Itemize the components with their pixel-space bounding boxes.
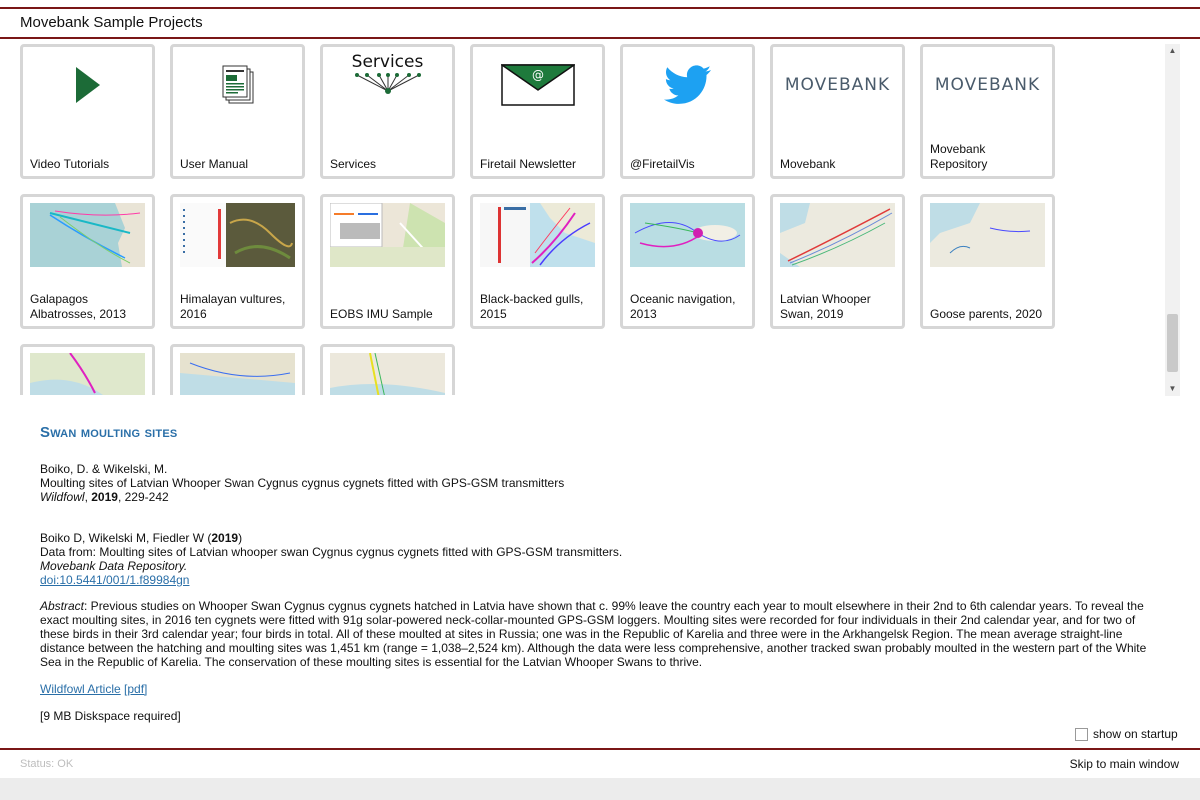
map-thumbnail bbox=[630, 203, 745, 267]
abstract: Abstract: Previous studies on Whooper Swan Cygnus cygnus cygnets hatched in Latvia have shown that c. 99% leave the country each year to moult elsewhere in their 2nd to 6th calendar years. To reveal the exact moulting sites, in 2016 ten cygnets were fitted with 91g solar-powered neck-collar-mounted GPS-GSM loggers. Moulting sites were recorded for four individuals in their 2nd calendar year, and for two of these birds in their 3rd calendar year; four birds in total. All of these moulted at sites in Russia; one was in the Republic of Karelia and three were in the Arkhangelsk Region. The mean average straight-line distance between the hatching and moulting sites was 1,451 km (range = 1,038–2,524 km). Although the data were less comprehensive, another tracked swan probably moulted in the western part of the White Sea in the Republic of Karelia. The conservation of these moulting sites is essential for the Latvian Whooper Swans to thrive. bbox=[40, 599, 1147, 669]
tile-label: Movebank bbox=[780, 157, 836, 171]
tile-label: Black-backed gulls, 2015 bbox=[480, 292, 584, 321]
show-on-startup-label: show on startup bbox=[1093, 727, 1178, 741]
tile-services[interactable] bbox=[320, 44, 455, 179]
map-thumbnail bbox=[180, 353, 295, 395]
map-thumbnail bbox=[780, 203, 895, 267]
footer-bar bbox=[0, 778, 1200, 800]
tile-label: Firetail Newsletter bbox=[480, 157, 577, 171]
tile-label: Goose parents, 2020 bbox=[930, 307, 1043, 321]
map-thumbnail bbox=[330, 203, 445, 267]
project-title: Swan moulting sites bbox=[40, 424, 178, 441]
tile-map-sample[interactable] bbox=[20, 344, 155, 395]
tile-galapagos-albatrosses[interactable] bbox=[20, 194, 155, 329]
tile-movebank-repository[interactable] bbox=[920, 44, 1055, 179]
tile-label: User Manual bbox=[180, 157, 249, 171]
tile-firetail-newsletter[interactable] bbox=[470, 44, 605, 179]
play-icon bbox=[30, 53, 145, 117]
scroll-up-arrow-icon[interactable]: ▲ bbox=[1168, 46, 1177, 55]
sample-projects-gallery bbox=[0, 39, 1182, 395]
bottom-divider bbox=[0, 748, 1200, 750]
map-thumbnail bbox=[180, 203, 295, 267]
svg-text:@: @ bbox=[531, 68, 544, 82]
tile-goose-parents[interactable] bbox=[920, 194, 1055, 329]
tile-label: Movebank Repository bbox=[930, 142, 988, 171]
tile-black-backed-gulls[interactable] bbox=[470, 194, 605, 329]
tile-firetailvis[interactable] bbox=[620, 44, 755, 179]
gallery-scrollbar[interactable] bbox=[1165, 44, 1180, 396]
show-on-startup-checkbox[interactable] bbox=[1075, 728, 1088, 741]
tile-user-manual[interactable] bbox=[170, 44, 305, 179]
scroll-down-arrow-icon[interactable]: ▼ bbox=[1168, 384, 1177, 393]
tile-label: Himalayan vultures, 2016 bbox=[180, 292, 286, 321]
skip-to-main-window-button[interactable]: Skip to main window bbox=[1069, 757, 1179, 771]
map-thumbnail bbox=[930, 203, 1045, 267]
citation-data bbox=[40, 531, 1150, 587]
data-authors: Boiko D, Wikelski M, Fiedler W (2019) bbox=[40, 531, 243, 545]
tile-label: EOBS IMU Sample bbox=[330, 307, 433, 321]
scroll-thumb[interactable] bbox=[1167, 314, 1178, 372]
data-repository: Movebank Data Repository. bbox=[40, 559, 188, 573]
tile-label: @FiretailVis bbox=[630, 157, 695, 171]
movebank-logo: MOVEBANK bbox=[784, 75, 891, 95]
abstract-label: Abstract bbox=[40, 599, 85, 613]
citation-title: Moulting sites of Latvian Whooper Swan Cygnus cygnus cygnets fitted with GPS-GSM transmitters bbox=[40, 476, 565, 490]
tile-map-sample[interactable] bbox=[170, 344, 305, 395]
pdf-link[interactable]: [pdf] bbox=[124, 682, 148, 696]
map-thumbnail bbox=[30, 203, 145, 267]
map-thumbnail bbox=[30, 353, 145, 395]
links bbox=[40, 682, 1150, 696]
movebank-logo: MOVEBANK bbox=[934, 75, 1041, 95]
project-details bbox=[40, 420, 1150, 723]
services-icon: Services bbox=[330, 53, 445, 117]
tile-latvian-whooper-swan[interactable] bbox=[770, 194, 905, 329]
tile-label: Oceanic navigation, 2013 bbox=[630, 292, 736, 321]
tile-label: Video Tutorials bbox=[30, 157, 110, 171]
tile-label: Galapagos Albatrosses, 2013 bbox=[30, 292, 127, 321]
citation-paper bbox=[40, 462, 1150, 504]
status-text: Status: OK bbox=[20, 758, 74, 770]
envelope-icon bbox=[480, 53, 595, 117]
doi-link[interactable]: doi:10.5441/001/1.f89984gn bbox=[40, 573, 190, 587]
tile-eobs-imu-sample[interactable] bbox=[320, 194, 455, 329]
tile-oceanic-navigation[interactable] bbox=[620, 194, 755, 329]
show-on-startup-toggle[interactable] bbox=[1075, 726, 1178, 742]
citation-authors: Boiko, D. & Wikelski, M. bbox=[40, 462, 168, 476]
citation-source: Wildfowl, 2019, 229-242 bbox=[40, 490, 169, 504]
document-icon bbox=[180, 53, 295, 117]
twitter-icon bbox=[630, 53, 745, 117]
data-title: Data from: Moulting sites of Latvian whooper swan Cygnus cygnus cygnets fitted with GPS-GSM transmitters. bbox=[40, 545, 623, 559]
tile-label: Latvian Whooper Swan, 2019 bbox=[780, 292, 871, 321]
map-thumbnail bbox=[480, 203, 595, 267]
diskspace-note: [9 MB Diskspace required] bbox=[40, 709, 181, 723]
tile-video-tutorials[interactable] bbox=[20, 44, 155, 179]
tile-himalayan-vultures[interactable] bbox=[170, 194, 305, 329]
tile-map-sample[interactable] bbox=[320, 344, 455, 395]
window-title: Movebank Sample Projects bbox=[20, 14, 203, 31]
tile-label: Services bbox=[330, 157, 377, 171]
map-thumbnail bbox=[330, 353, 445, 395]
wildfowl-article-link[interactable]: Wildfowl Article bbox=[40, 682, 121, 696]
tile-movebank[interactable] bbox=[770, 44, 905, 179]
